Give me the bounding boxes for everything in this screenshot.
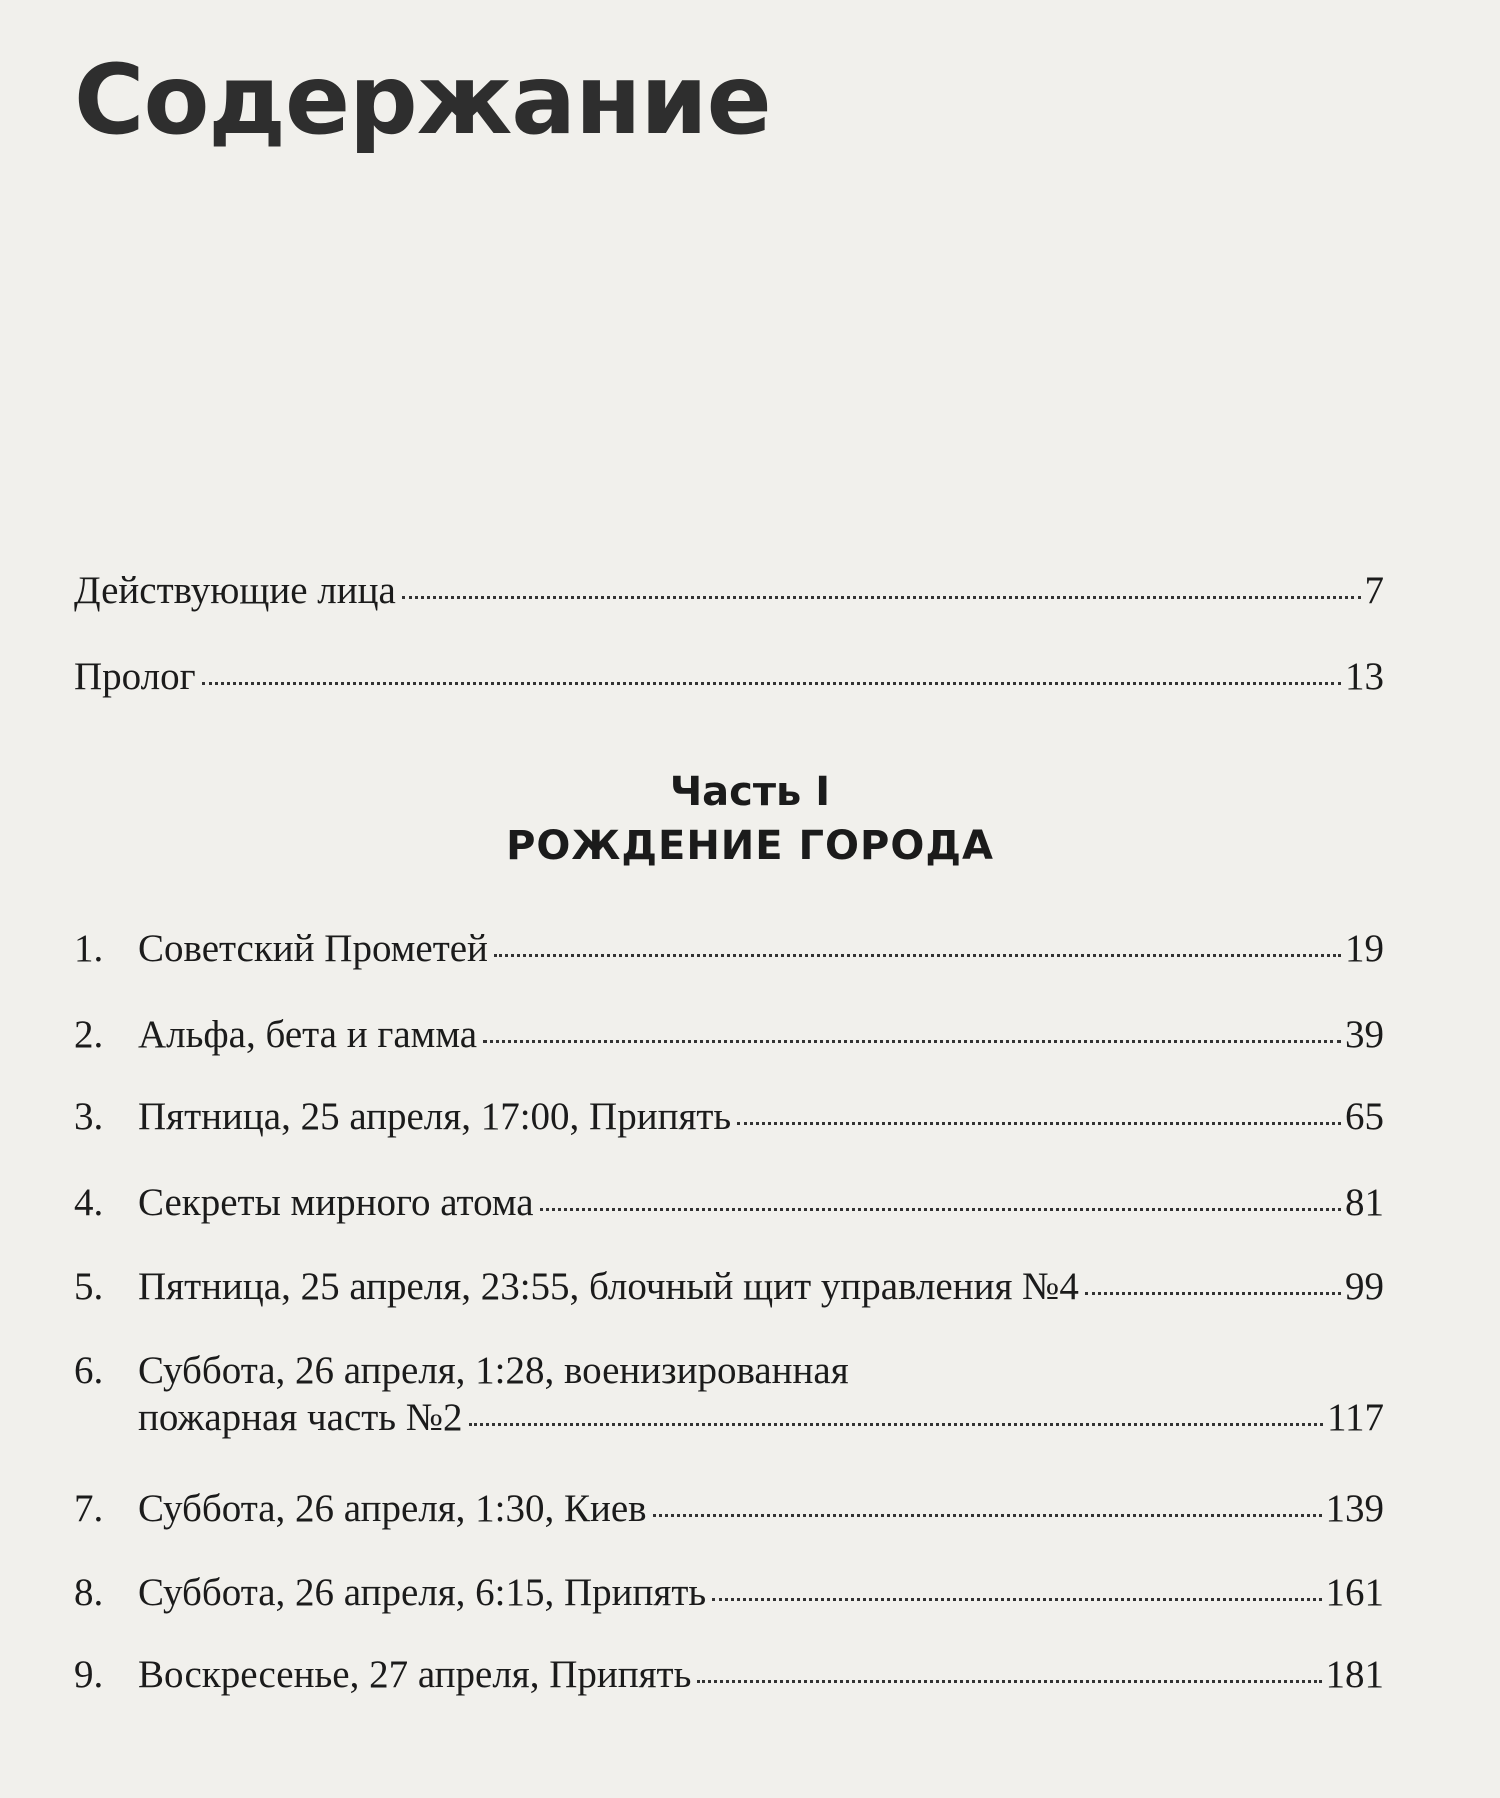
dot-leader [469,1423,1323,1426]
toc-entry-label: Действующие лица [74,569,396,612]
toc-entry-label-line-1: Суббота, 26 апреля, 1:28, военизированная [138,1349,849,1392]
toc-entry-chapter-3[interactable] [74,1094,1384,1141]
toc-entry-characters[interactable] [74,568,1384,615]
toc-entry-chapter-8[interactable] [74,1570,1384,1617]
chapter-number: 7. [74,1487,104,1530]
chapter-number: 6. [74,1349,104,1392]
toc-entry-label: Секреты мирного атома [138,1181,534,1224]
toc-page-number: 99 [1345,1265,1384,1308]
dot-leader [483,1040,1341,1043]
toc-entry-label: Пролог [74,655,196,698]
toc-entry-label: Воскресенье, 27 апреля, Припять [138,1653,692,1696]
chapter-number: 2. [74,1013,104,1056]
toc-entry-label: Суббота, 26 апреля, 1:30, Киев [138,1487,647,1530]
dot-leader [653,1514,1322,1517]
toc-entry-chapter-7[interactable] [74,1486,1384,1533]
toc-entry-label: Альфа, бета и гамма [138,1013,478,1056]
toc-page-number: 39 [1345,1013,1384,1056]
toc-entry-chapter-5[interactable] [74,1264,1384,1311]
dot-leader [494,954,1341,957]
dot-leader [540,1208,1341,1211]
toc-entry-chapter-1[interactable] [74,926,1384,973]
chapter-number: 9. [74,1653,104,1696]
dot-leader [202,682,1341,685]
toc-entry-chapter-9[interactable] [74,1652,1384,1699]
toc-page-number: 161 [1325,1571,1384,1614]
toc-page-number: 7 [1364,569,1384,612]
part-label: Часть I [669,769,831,815]
toc-entry-label-line-2: пожарная часть №2 [138,1395,463,1439]
toc-page-number: 13 [1345,655,1384,698]
toc-page-number: 139 [1325,1487,1384,1530]
dot-leader [1085,1292,1341,1295]
dot-leader [712,1598,1321,1601]
chapter-number: 4. [74,1181,104,1224]
chapter-number: 8. [74,1571,104,1614]
toc-entry-label: Пятница, 25 апреля, 23:55, блочный щит управления №4 [138,1265,1079,1308]
toc-entry-label: Пятница, 25 апреля, 17:00, Припять [138,1095,732,1138]
chapter-number: 3. [74,1095,104,1138]
toc-entry-chapter-6[interactable] [74,1348,1384,1442]
dot-leader [402,596,1361,599]
toc-entry-chapter-4[interactable] [74,1180,1384,1227]
page-title: Содержание [74,44,771,156]
dot-leader [737,1122,1341,1125]
toc-page-number: 81 [1345,1181,1384,1224]
toc-page-number: 19 [1345,927,1384,970]
dot-leader [697,1680,1321,1683]
toc-page-number: 181 [1325,1653,1384,1696]
part-heading [0,768,1500,870]
toc-entry-label: Советский Прометей [138,927,488,970]
toc-page-number: 65 [1345,1095,1384,1138]
toc-entry-chapter-2[interactable] [74,1012,1384,1059]
toc-entry-prologue[interactable] [74,654,1384,701]
toc-page-number: 117 [1326,1395,1384,1439]
toc-entry-label: Суббота, 26 апреля, 6:15, Припять [138,1571,707,1614]
chapter-number: 5. [74,1265,104,1308]
chapter-number: 1. [74,927,104,970]
part-title: РОЖДЕНИЕ ГОРОДА [506,823,994,869]
toc-entry-row-2 [138,1395,1384,1442]
toc-entry-body [138,1348,1384,1442]
